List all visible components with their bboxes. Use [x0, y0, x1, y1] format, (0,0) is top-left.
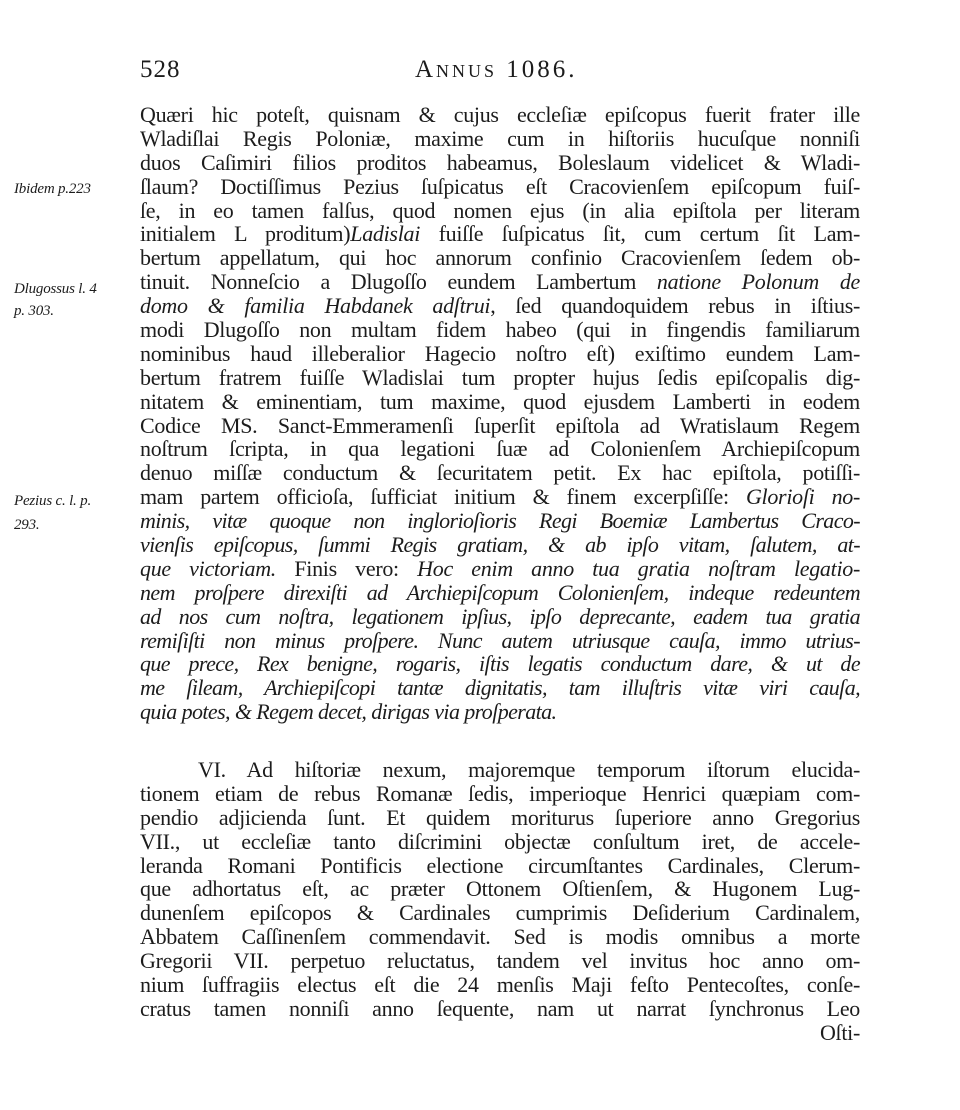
text-line: minis, vitæ quoque non inglorioſioris Regi Boemiæ Lambertus Craco- — [140, 508, 860, 534]
text-line: tionem etiam de rebus Romanæ ſedis, imperioque Henrici quæpiam com- — [140, 780, 860, 806]
text-line: ſlaum? Doctiſſimus Pezius ſuſpicatus eſt Cracovienſem epiſcopum fuiſ- — [140, 173, 860, 199]
italic-segment: Hoc enim anno tua gratia noſtram legatio- — [417, 555, 860, 581]
text-line: que prece, Rex benigne, rogaris, iſtis legatis conductum dare, & ut de — [140, 651, 860, 677]
text-line: dunenſem epiſcopos & Cardinales cumprimis Deſiderium Cardinalem, — [140, 900, 860, 926]
page-number: 528 — [140, 56, 181, 83]
text-line: noſtrum ſcripta, in qua legationi ſuæ ad Colonienſem Archiepiſcopum — [140, 436, 860, 462]
text-line: nium ſuffragiis electus eſt die 24 menſis Maji feſto Pentecoſtes, conſe- — [140, 972, 860, 998]
margin-note: 293. — [14, 517, 40, 533]
text-line: nominibus haud illeberalior Hagecio noſtro eſt) exiſtimo eundem Lam- — [140, 340, 860, 366]
text-line: Codice MS. Sanct-Emmeramenſi ſuperſit epiſtola ad Wratislaum Regem — [140, 412, 860, 438]
text-line: nem proſpere direxiſti ad Archiepiſcopum Colonienſem, indeque redeuntem — [140, 579, 860, 605]
text-line — [140, 485, 860, 509]
margin-note: Dlugossus l. 4 — [14, 281, 97, 297]
margin-note: Ibidem p.223 — [14, 181, 91, 197]
text-line: denuo miſſæ conductum & ſecuritatem petit. Ex hac epiſtola, potiſſi- — [140, 460, 860, 486]
text-line — [140, 294, 860, 318]
text-segment: mam partem officioſa, ſufficiat initium & finem excerpſiſſe: — [140, 484, 746, 510]
text-line — [140, 557, 860, 581]
text-segment: , ſed quandoquidem rebus in iſtius- — [490, 293, 860, 319]
text-segment: fuiſſe ſuſpicatus ſit, cum certum ſit Lam- — [420, 221, 861, 247]
paragraph-1 — [140, 103, 860, 724]
text-segment: tinuit. Nonneſcio a Dlugoſſo eundem Lambertum — [140, 269, 657, 295]
text-segment: initialem L proditum) — [140, 221, 351, 247]
text-line: vienſis epiſcopus, ſummi Regis gratiam, & ab ipſo vitam, ſalutem, at- — [140, 532, 860, 558]
margin-note: p. 303. — [14, 303, 54, 319]
text-line: modi Dlugoſſo non multam fidem habeo (qui in fingendis familiarum — [140, 317, 860, 343]
text-line: bertum appellatum, qui hoc annorum confinio Cracovienſem ſedem ob- — [140, 245, 860, 271]
text-line: Oſti- — [819, 1019, 860, 1045]
text-line: VI. Ad hiſtoriæ nexum, majoremque temporum iſtorum elucida- — [198, 757, 860, 782]
running-title: Annus 1086. — [415, 56, 578, 83]
text-line: quia potes, & Regem decet, dirigas via proſperata. — [140, 699, 557, 725]
text-line — [140, 222, 860, 246]
text-line: Quæri hic poteſt, quisnam & cujus eccleſiæ epiſcopus fuerit frater ille — [140, 102, 860, 127]
text-line: cratus tamen nonniſi anno ſequente, nam ut narrat ſynchronus Leo — [140, 995, 860, 1021]
text-line — [140, 270, 860, 294]
text-line: Abbatem Caſſinenſem commendavit. Sed is modis omnibus a morte — [140, 924, 860, 950]
text-line: pendio adjicienda ſunt. Et quidem moriturus ſuperiore anno Gregorius — [140, 804, 860, 830]
italic-segment: Glorioſi no- — [745, 484, 861, 510]
italic-segment: natione Polonum de — [656, 269, 860, 295]
text-line: bertum fratrem fuiſſe Wladislai tum propter hujus ſedis epiſcopalis dig- — [140, 364, 860, 390]
text-line: VII., ut eccleſiæ tanto diſcrimini objectæ conſultum iret, de accele- — [140, 828, 860, 854]
text-line: ſe, in eo tamen falſus, quod nomen ejus (in alia epiſtola per literam — [140, 197, 860, 223]
text-line: leranda Romani Pontificis electione circumſtantes Cardinales, Clerum- — [140, 852, 860, 878]
italic-segment: Ladislai — [350, 221, 421, 247]
text-line: Gregorii VII. perpetuo reluctatus, tandem vel invitus hoc anno om- — [140, 948, 860, 974]
text-line: remiſiſti non minus proſpere. Nunc autem utriusque cauſa, immo utrius- — [140, 627, 860, 653]
margin-note: Pezius c. l. p. — [14, 493, 91, 509]
text-line: nitatem & eminentiam, tum maxime, quod ejusdem Lamberti in eodem — [140, 388, 860, 414]
italic-segment: que victoriam. — [140, 555, 276, 581]
paragraph-2 — [140, 758, 860, 1045]
text-segment: Finis vero: — [276, 555, 418, 581]
text-line: ad nos cum noſtra, legationem ipſius, ipſo deprecante, eadem tua gratia — [140, 603, 860, 629]
italic-segment: domo & familia Habdanek adſtrui — [140, 293, 491, 319]
text-line: Wladiſlai Regis Poloniæ, maxime cum in hiſtoriis hucuſque nonniſi — [140, 125, 860, 151]
text-line: me ſileam, Archiepiſcopi tantæ dignitatis, tam illuſtris vitæ viri cauſa, — [140, 675, 860, 701]
running-head — [140, 56, 860, 90]
text-line: que adhortatus eſt, ac præter Ottonem Oſtienſem, & Hugonem Lug- — [140, 876, 860, 902]
text-line: duos Caſimiri filios proditos habeamus, Boleslaum videlicet & Wladi- — [140, 149, 860, 175]
